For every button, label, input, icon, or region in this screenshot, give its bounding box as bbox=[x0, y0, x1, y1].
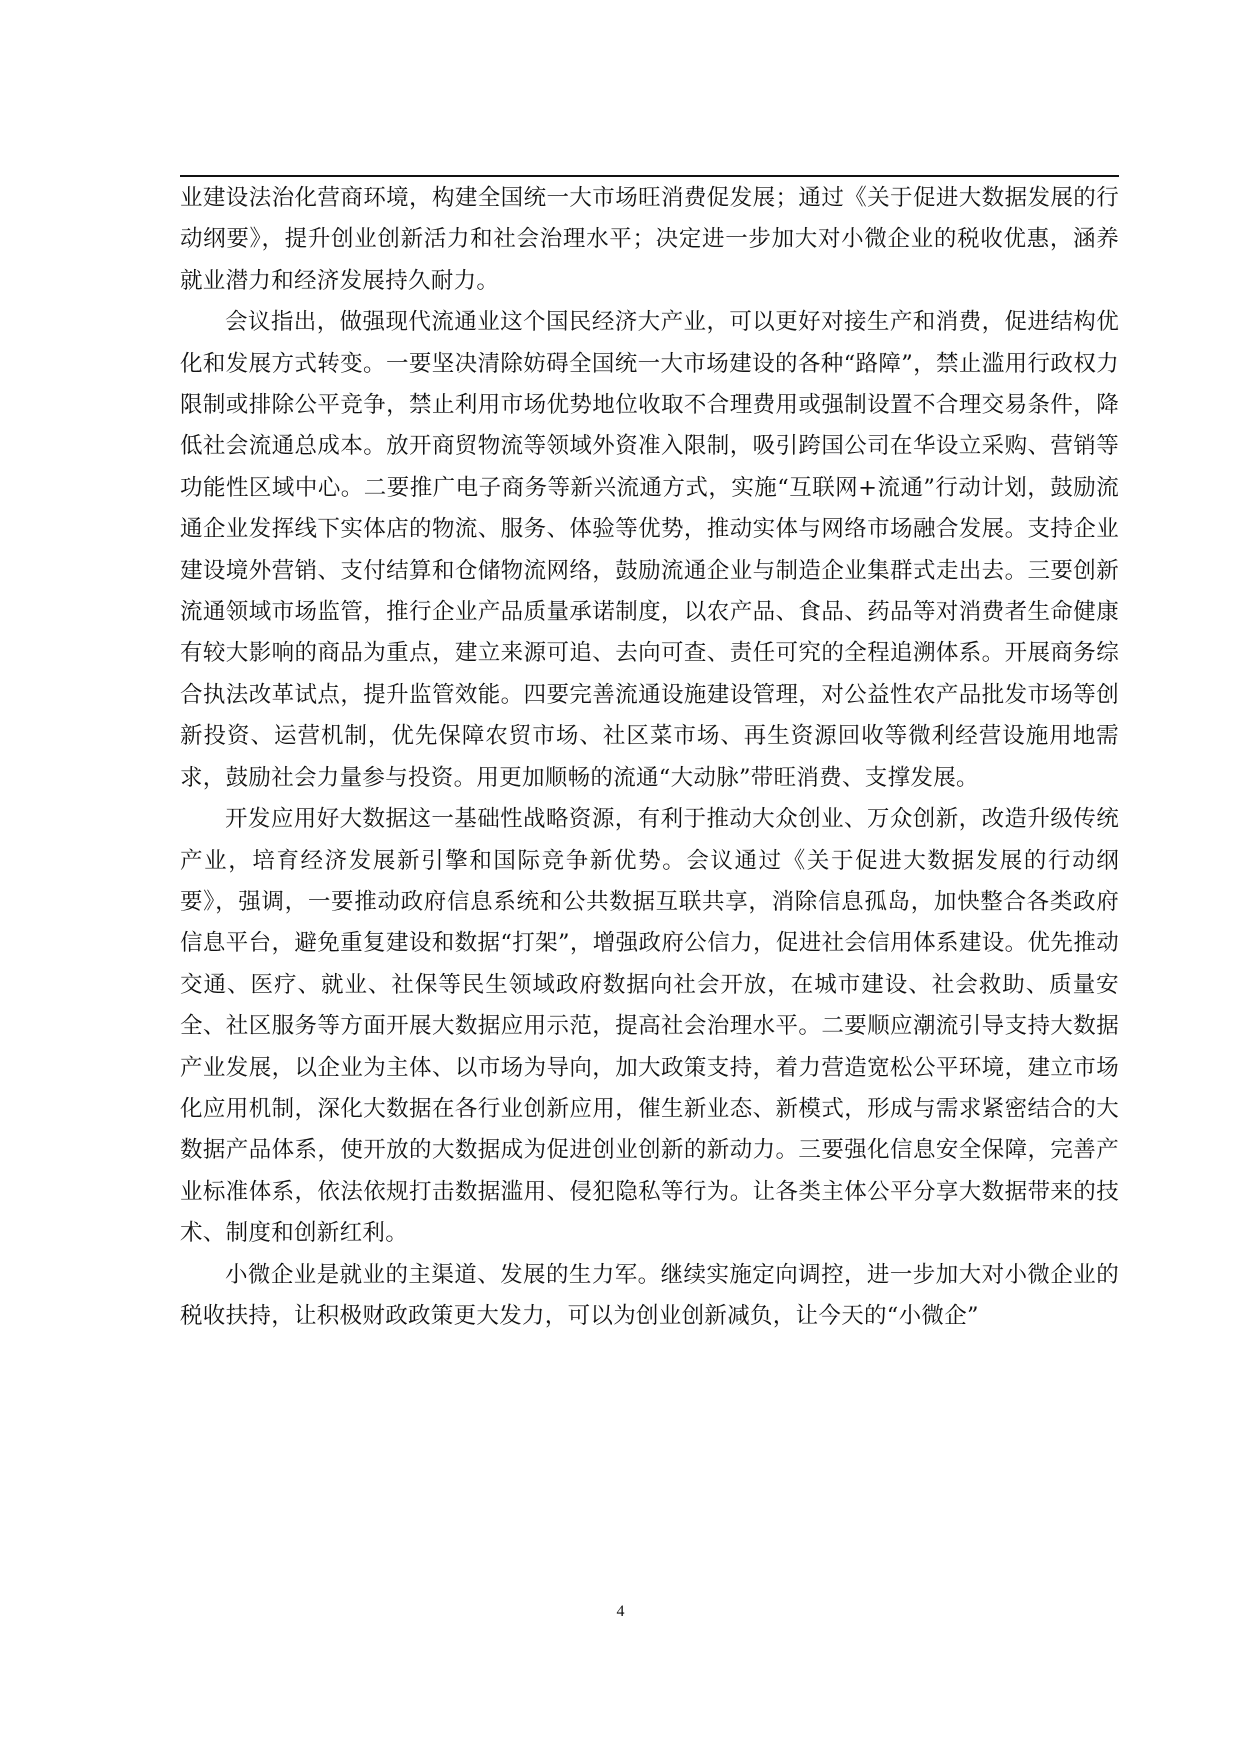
page-number: 4 bbox=[616, 1603, 625, 1620]
paragraph-circulation-industry: 会议指出，做强现代流通业这个国民经济大产业，可以更好对接生产和消费，促进结构优化和发展方式转变。一要坚决清除妨碍全国统一大市场建设的各种“路障”，禁止滥用行政权力限制或排除公平竞争，禁止利用市场优势地位收取不合理费用或强制设置不合理交易条件，降低社会流通总成本。放开商贸物流等领域外资准入限制，吸引跨国公司在华设立采购、营销等功能性区域中心。二要推广电子商务等新兴流通方式，实施“互联网+流通”行动计划，鼓励流通企业发挥线下实体店的物流、服务、体验等优势，推动实体与网络市场融合发展。支持企业建设境外营销、支付结算和仓储物流网络，鼓励流通企业与制造企业集群式走出去。三要创新流通领域市场监管，推行企业产品质量承诺制度，以农产品、食品、药品等对消费者生命健康有较大影响的商品为重点，建立来源可追、去向可查、责任可究的全程追溯体系。开展商务综合执法改革试点，提升监管效能。四要完善流通设施建设管理，对公益性农产品批发市场等创新投资、运营机制，优先保障农贸市场、社区菜市场、再生资源回收等微利经营设施用地需求，鼓励社会力量参与投资。用更加顺畅的流通“大动脉”带旺消费、支撑发展。 bbox=[180, 309, 1119, 791]
paragraph-continuation: 业建设法治化营商环境，构建全国统一大市场旺消费促发展；通过《关于促进大数据发展的行动纲要》，提升创业创新活力和社会治理水平；决定进一步加大对小微企业的税收优惠，涵养就业潜力和经济发展持久耐力。 bbox=[180, 185, 1119, 294]
paragraph-big-data: 开发应用好大数据这一基础性战略资源，有利于推动大众创业、万众创新，改造升级传统产业，培育经济发展新引擎和国际竞争新优势。会议通过《关于促进大数据发展的行动纲要》，强调，一要推动政府信息系统和公共数据互联共享，消除信息孤岛，加快整合各类政府信息平台，避免重复建设和数据“打架”，增强政府公信力，促进社会信用体系建设。优先推动交通、医疗、就业、社保等民生领域政府数据向社会开放，在城市建设、社会救助、质量安全、社区服务等方面开展大数据应用示范，提高社会治理水平。二要顺应潮流引导支持大数据产业发展，以企业为主体、以市场为导向，加大政策支持，着力营造宽松公平环境，建立市场化应用机制，深化大数据在各行业创新应用，催生新业态、新模式，形成与需求紧密结合的大数据产品体系，使开放的大数据成为促进创业创新的新动力。三要强化信息安全保障，完善产业标准体系，依法依规打击数据滥用、侵犯隐私等行为。让各类主体公平分享大数据带来的技术、制度和创新红利。 bbox=[180, 806, 1119, 1247]
paragraph-small-micro-enterprises: 小微企业是就业的主渠道、发展的生力军。继续实施定向调控，进一步加大对小微企业的税收扶持，让积极财政政策更大发力，可以为创业创新减负，让今天的“小微企” bbox=[180, 1261, 1119, 1329]
header-rule bbox=[180, 175, 1119, 177]
body-text bbox=[180, 178, 1119, 1337]
